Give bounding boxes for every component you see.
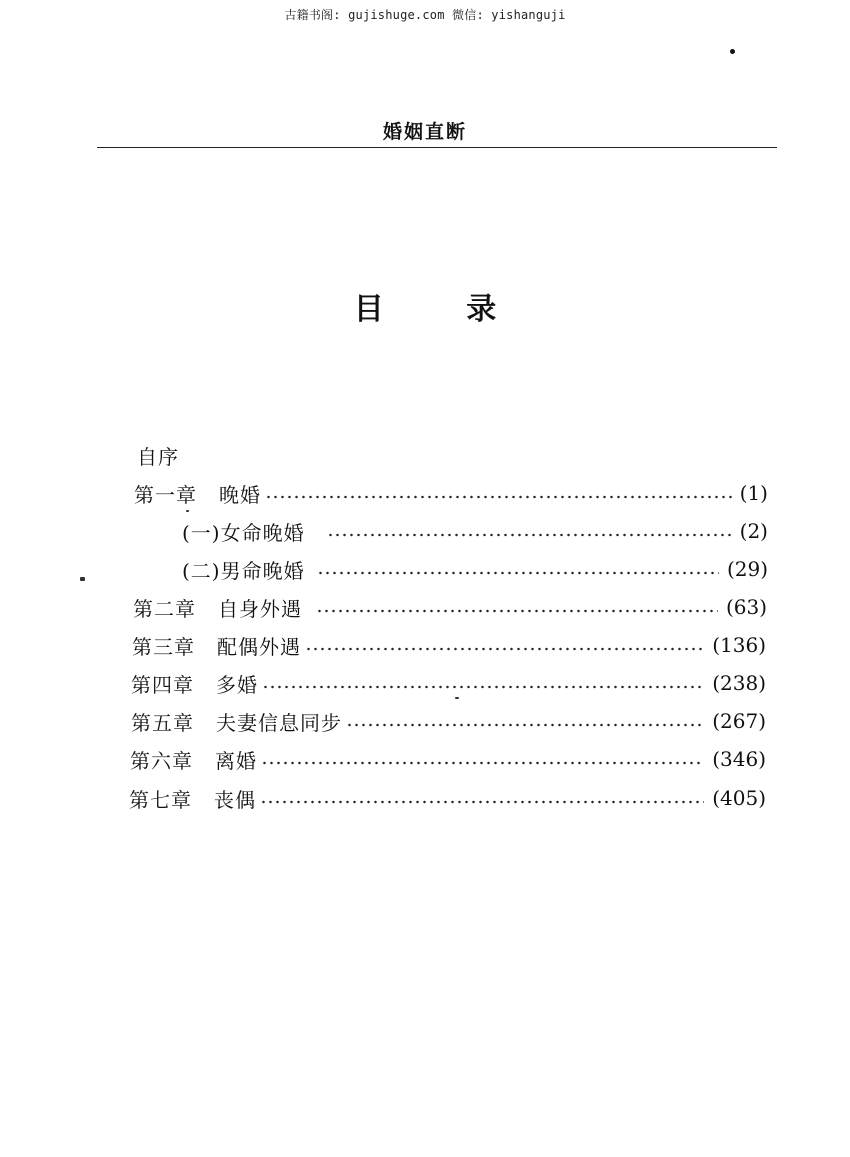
toc-title: 目 录 [353, 292, 533, 327]
toc-chapter-number: 第三章 [132, 634, 195, 659]
toc-page-number: (405) [712, 786, 766, 810]
toc-chapter-number: 第六章 [130, 748, 193, 773]
ink-dot [730, 49, 735, 54]
toc-page-number: (238) [712, 671, 766, 695]
toc-entry-chapter-1 [134, 478, 768, 508]
toc-entry-chapter-2 [133, 592, 767, 622]
dot-leader [305, 647, 704, 651]
toc-chapter-title: 配偶外遇 [217, 634, 301, 659]
toc-entry-chapter-4 [131, 668, 766, 698]
toc-page-number: (136) [712, 633, 766, 657]
toc-chapter-title: 丧偶 [214, 787, 256, 812]
scan-speck [455, 697, 459, 699]
toc-page-number: (2) [739, 519, 768, 543]
toc-chapter-title: 自身外遇 [218, 596, 302, 621]
toc-chapter-title: 多婚 [216, 672, 258, 697]
dot-leader [317, 571, 719, 575]
dot-leader [265, 495, 732, 499]
running-header: 婚姻直断 [382, 121, 467, 143]
dot-leader [261, 761, 704, 765]
toc-section-title: (二)男命晚婚 [182, 558, 305, 583]
toc-chapter-number: 第一章 [134, 482, 197, 507]
dot-leader [260, 800, 704, 804]
dot-leader [327, 533, 732, 537]
toc-chapter-number: 第二章 [133, 596, 196, 621]
dot-leader [262, 685, 704, 689]
toc-page-number: (29) [726, 557, 768, 581]
toc-page-number: (1) [739, 481, 768, 505]
toc-section-title: (一)女命晚婚 [182, 520, 305, 545]
toc-entry-label: 自序 [137, 444, 179, 469]
scan-speck [186, 510, 189, 512]
toc-page-number: (63) [725, 595, 767, 619]
toc-chapter-number: 第四章 [131, 672, 194, 697]
toc-entry-section-1-1 [182, 516, 768, 546]
header-rule [97, 147, 777, 148]
toc-entry-chapter-7 [129, 783, 766, 813]
toc-chapter-number: 第七章 [129, 787, 192, 812]
watermark-text: 古籍书阁: gujishuge.com 微信: yishanguji [284, 8, 566, 22]
toc-entry-chapter-3 [132, 630, 766, 660]
toc-entry-chapter-5 [131, 706, 766, 736]
toc-entry-chapter-6 [130, 744, 766, 774]
toc-chapter-title: 晚婚 [219, 482, 261, 507]
dot-leader [316, 609, 718, 613]
dot-leader [346, 723, 704, 727]
toc-chapter-title: 夫妻信息同步 [216, 710, 342, 735]
toc-entry-preface [137, 440, 437, 470]
toc-page-number: (346) [712, 747, 766, 771]
toc-chapter-title: 离婚 [215, 748, 257, 773]
toc-page-number: (267) [712, 709, 766, 733]
scan-speck [80, 577, 85, 581]
toc-chapter-number: 第五章 [131, 710, 194, 735]
toc-entry-section-1-2 [182, 554, 768, 584]
